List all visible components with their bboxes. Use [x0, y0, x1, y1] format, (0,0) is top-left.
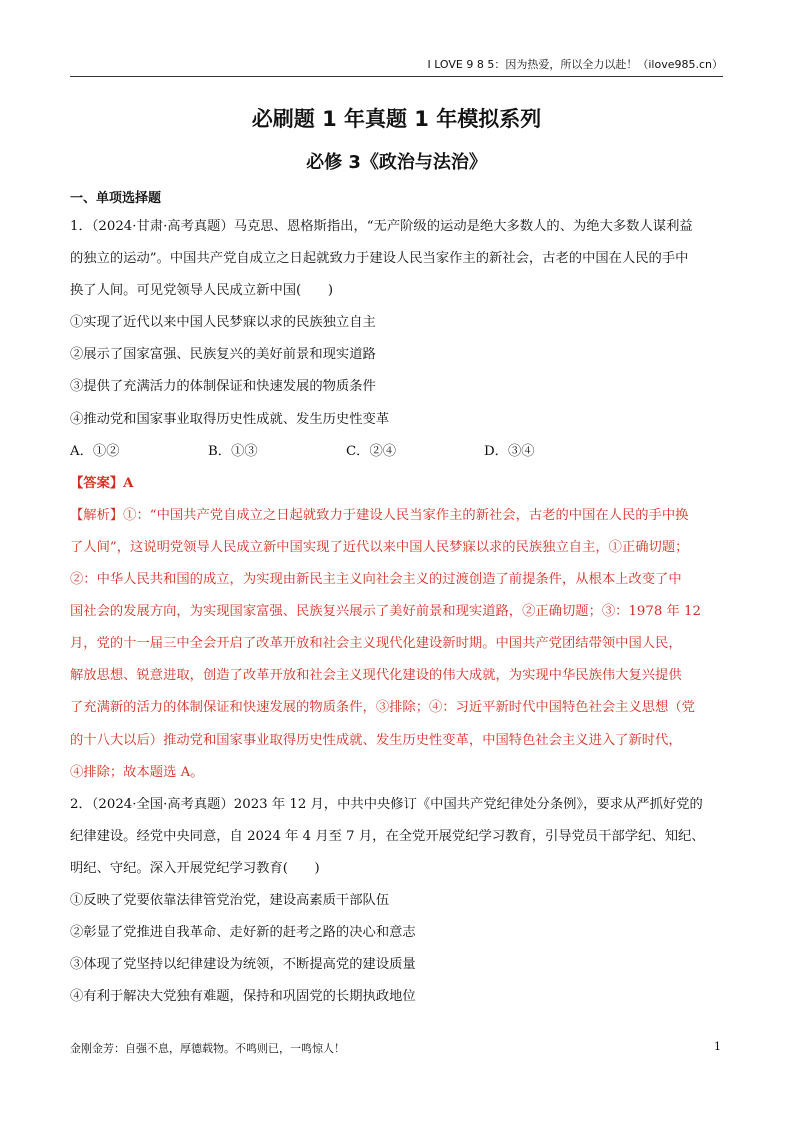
q1-stem-line: 的独立的运动”。中国共产党自成立之日起就致力于建设人民当家作主的新社会，古老的中国在人民的手中	[70, 251, 689, 267]
q1-analysis-line: 【解析】①：“中国共产党自成立之日起就致力于建设人民当家作主的新社会，古老的中国在人民的手中换	[70, 507, 689, 523]
q1-analysis-line: 解放思想、锐意进取，创造了改革开放和社会主义现代化建设的伟大成就，为实现中华民族伟大复兴提供	[70, 668, 682, 684]
q1-analysis-line: 了充满新的活力的体制保证和快速发展的物质条件，③排除；④：习近平新时代中国特色社会主义思想（党	[70, 700, 695, 716]
section-heading: 一、单项选择题	[70, 191, 162, 206]
q1-analysis-line: 月，党的十一届三中全会开启了改革开放和社会主义现代化建设新时期。中国共产党团结带领中国人民，	[70, 636, 682, 652]
q2-stem-line: 明纪、守纪。深入开展党纪学习教育( )	[70, 860, 320, 876]
q1-choice-d: D．③④	[484, 443, 535, 459]
q2-option: ②彰显了党推进自我革命、走好新的赶考之路的决心和意志	[70, 925, 416, 941]
q1-stem-line: 换了人间。可见党领导人民成立新中国( )	[70, 283, 334, 299]
q1-analysis-line: 国社会的发展方向，为实现国家富强、民族复兴展示了美好前景和现实道路，②正确切题；③：1978 年 12	[70, 604, 701, 620]
q1-option: ④推动党和国家事业取得历史性成就、发生历史性变革	[70, 411, 390, 427]
q2-option: ④有利于解决大党独有难题，保持和巩固党的长期执政地位	[70, 989, 416, 1005]
q1-choice-b: B．①③	[208, 443, 258, 459]
q2-stem-line: 纪律建设。经党中央同意，自 2024 年 4 月至 7 月，在全党开展党纪学习教育，引导党员干部学纪、知纪、	[70, 828, 705, 844]
q1-choices	[70, 441, 724, 473]
q2-option: ①反映了党要依靠法律管党治党，建设高素质干部队伍	[70, 892, 390, 908]
footer-motto: 金刚金芳：自强不息，厚德载物。不鸣则已，一鸣惊人！	[70, 1042, 345, 1055]
q2-option: ③体现了党坚持以纪律建设为统领，不断提高党的建设质量	[70, 957, 416, 973]
q1-analysis-line: 的十八大以后）推动党和国家事业取得历史性成就、发生历史性变革，中国特色社会主义进入了新时代，	[70, 732, 682, 748]
q1-stem-line: 1．（2024·甘肃·高考真题）马克思、恩格斯指出，“无产阶级的运动是绝大多数人的、为绝大多数人谋利益	[70, 219, 693, 234]
q1-analysis-line: 了人间”，这说明党领导人民成立新中国实现了近代以来中国人民梦寐以求的民族独立自主，①正确切题；	[70, 539, 689, 555]
q2-stem-line: 2．（2024·全国·高考真题）2023 年 12 月，中共中央修订《中国共产党纪律处分条例》，要求从严抓好党的	[70, 796, 703, 812]
q1-choice-a: A．①②	[70, 443, 120, 459]
header-text: I LOVE 9 8 5：因为热爱，所以全力以赴！（ilove985.cn）	[427, 58, 723, 71]
q1-choice-c: C．②④	[346, 443, 397, 459]
page-header	[70, 56, 723, 77]
q1-option: ③提供了充满活力的体制保证和快速发展的物质条件	[70, 379, 376, 395]
q1-analysis-line: ②：中华人民共和国的成立，为实现由新民主主义向社会主义的过渡创造了前提条件，从根本上改变了中	[70, 572, 682, 588]
q1-option: ①实现了近代以来中国人民梦寐以求的民族独立自主	[70, 315, 376, 331]
document-body	[70, 216, 724, 1018]
page-title: 必刷题 1 年真题 1 年模拟系列	[251, 107, 542, 131]
page-subtitle: 必修 3《政治与法治》	[306, 152, 487, 173]
page-number: 1	[714, 1040, 721, 1053]
q1-analysis-line: ④排除；故本题选 A。	[70, 764, 204, 780]
q1-answer: 【答案】A	[70, 475, 134, 491]
q1-option: ②展示了国家富强、民族复兴的美好前景和现实道路	[70, 347, 376, 363]
